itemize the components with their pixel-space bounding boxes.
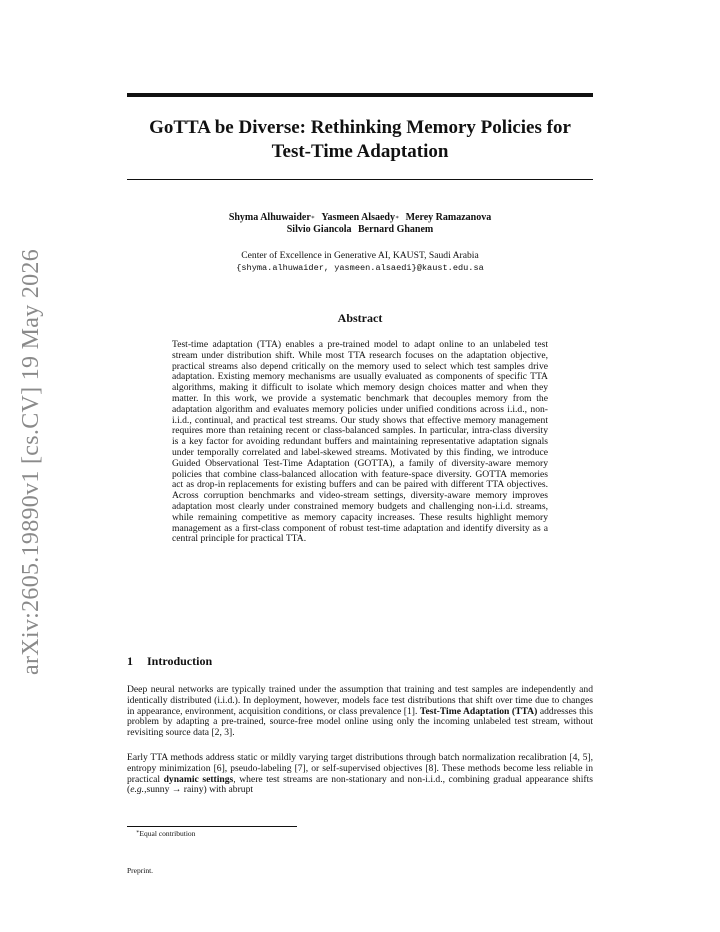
section-number: 1 <box>127 654 133 668</box>
intro-paragraph-1: Deep neural networks are typically trained under the assumption that training and test samples are independently and identically distributed (i.i.d.). In deployment, however, models face test distributions that shift over time due to changes in appearance, environment, acquisition conditions, or class prevalence [1]. Test-Time Adaptation (TTA) addresses this problem by adapting a pre-trained, source-free model online using only the incoming unlabeled test stream, without revisiting source data [2, 3]. <box>127 684 594 739</box>
equal-contribution-mark: ∗ <box>310 215 315 221</box>
author: Yasmeen Alsaedy∗ <box>321 212 400 223</box>
title-top-rule <box>127 93 593 97</box>
title-bottom-rule <box>127 179 593 180</box>
section-title: Introduction <box>147 654 213 668</box>
author-list <box>127 212 593 236</box>
section-heading-introduction <box>127 654 212 669</box>
equal-contribution-mark: ∗ <box>394 215 400 221</box>
intro-paragraph-2: Early TTA methods address static or mildly varying target distributions through batch normalization recalibration [4, 5], entropy minimization [6], pseudo-labeling [7], or self-supervised objectives [8]. These methods become less reliable in practical dynamic settings, where test streams are non-stationary and non-i.i.d., combining gradual appearance shifts (e.g.,sunny → rainy) with abrupt <box>127 752 593 796</box>
paper-title <box>127 116 593 164</box>
arxiv-identifier[interactable]: arXiv:2605.19890v1 [cs.CV] 19 May 2026 <box>18 248 44 675</box>
title-line-1: GoTTA be Diverse: Rethinking Memory Policies for <box>149 117 571 138</box>
preprint-label: Preprint. <box>127 866 154 875</box>
abstract-heading: Abstract <box>337 311 383 325</box>
footnote-rule <box>127 826 297 827</box>
title-line-2: Test-Time Adaptation <box>271 141 449 162</box>
footnote: ∗Equal contribution <box>136 829 196 838</box>
abstract-text: Test-time adaptation (TTA) enables a pre-trained model to adapt online to an unlabeled test stream under distribution shift. While most TTA research focuses on the adaptation objective, practical streams also depend critically on the memory used to select which test samples drive adaptation. Existing memory mechanisms are usually evaluated as components of specific TTA algorithms, making it difficult to isolate which memory design choices matter and when they matter. In this work, we provide a systematic benchmark that decouples memory from the adaptation algorithm and evaluates memory policies under unified conditions across i.i.d., non-i.i.d., continual, and practical test streams. Our study shows that effective memory management requires more than retaining recent or class-balanced samples. In particular, intra-class diversity is a key factor for avoiding redundant buffers and maintaining representative adaptation signals under temporally correlated and label-skewed streams. Motivated by this finding, we introduce Guided Observational Test-Time Adaptation (GOTTA), a family of diversity-aware memory policies that combine class-balanced allocation with feature-space diversity. GOTTA memories act as drop-in replacements for existing buffers and can be paired with different TTA objectives. Across corruption benchmarks and video-stream settings, diversity-aware memory improves adaptation most clearly under constrained memory budgets and challenging non-i.i.d. streams, while remaining competitive as memory capacity increases. These results highlight memory management as a first-class component of robust test-time adaptation and identify diversity as a central principle for practical TTA. <box>172 339 548 545</box>
author: Silvio Giancola <box>286 224 352 235</box>
affiliation: Center of Excellence in Generative AI, KAUST, Saudi Arabia <box>241 250 479 261</box>
author: Shyma Alhuwaider∗ <box>228 212 315 223</box>
author-emails[interactable]: {shyma.alhuwaider, yasmeen.alsaedi}@kaust.edu.sa <box>236 263 484 273</box>
affiliation-block <box>127 250 593 274</box>
author: Merey Ramazanova <box>405 212 492 223</box>
author: Bernard Ghanem <box>357 224 434 235</box>
